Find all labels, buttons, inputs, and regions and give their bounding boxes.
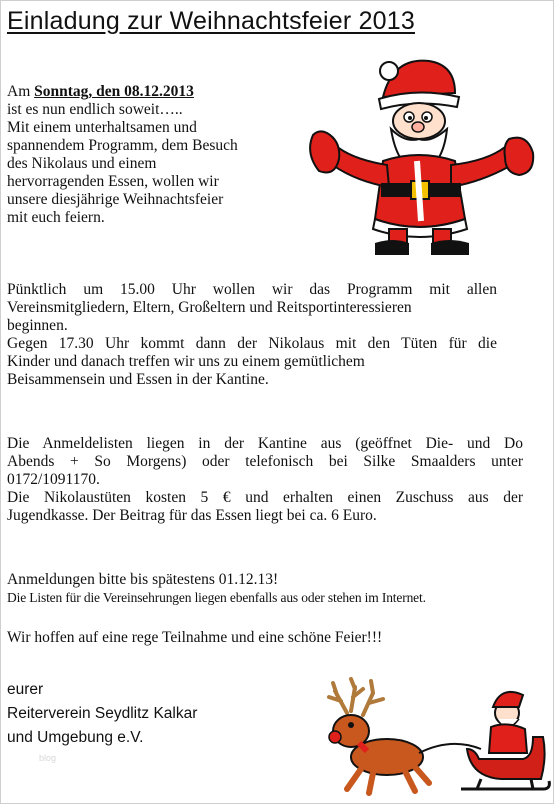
signature xyxy=(7,679,197,748)
lists-line: Die Anmeldelisten liegen in der Kantine aus (geöffnet Die- und Do xyxy=(7,435,523,452)
signature-line: und Umgebung e.V. xyxy=(7,729,144,746)
lists-line: 0172/1091170. xyxy=(7,471,100,488)
intro-line: unsere diesjährige Weihnachtsfeier xyxy=(7,191,224,208)
santa-illustration xyxy=(305,49,541,261)
intro-line: ist es nun endlich soweit….. xyxy=(7,101,183,118)
intro-line: mit euch feiern. xyxy=(7,209,105,226)
program-line: Kinder und danach treffen wir uns zu einem gemütlichem xyxy=(7,353,365,370)
page-title: Einladung zur Weihnachtsfeier 2013 xyxy=(7,7,415,35)
program-line: Pünktlich um 15.00 Uhr wollen wir das Programm mit allen xyxy=(7,281,497,298)
reindeer-sleigh-illustration xyxy=(311,677,551,799)
intro-paragraph xyxy=(7,83,238,227)
program-line: Vereinsmitgliedern, Eltern, Großeltern und Reitsportinteressieren xyxy=(7,299,412,316)
lists-line: Jugendkasse. Der Beitrag für das Essen liegt bei ca. 6 Euro. xyxy=(7,507,377,524)
registration-deadline: Anmeldungen bitte bis spätestens 01.12.13! xyxy=(7,571,279,588)
event-date: Sonntag, den 08.12.2013 xyxy=(34,83,194,100)
program-line: Beisammensein und Essen in der Kantine. xyxy=(7,371,269,388)
program-line: Gegen 17.30 Uhr kommt dann der Nikolaus mit den Tüten für die xyxy=(7,335,497,352)
program-paragraph xyxy=(7,281,497,389)
signature-line: eurer xyxy=(7,681,44,698)
registration-block xyxy=(7,571,426,607)
lists-line: Die Nikolaustüten kosten 5 € und erhalten einen Zuschuss aus der xyxy=(7,489,523,506)
intro-date-line: Am Sonntag, den 08.12.2013 xyxy=(7,83,194,100)
closing-line: Wir hoffen auf eine rege Teilnahme und eine schöne Feier!!! xyxy=(7,629,383,646)
intro-line: spannendem Programm, dem Besuch xyxy=(7,137,238,154)
watermark: blog xyxy=(39,753,57,763)
intro-line: hervorragenden Essen, wollen wir xyxy=(7,173,219,190)
intro-line: Mit einem unterhaltsamen und xyxy=(7,119,197,136)
program-line: beginnen. xyxy=(7,317,68,334)
lists-paragraph xyxy=(7,435,523,525)
signature-line: Reiterverein Seydlitz Kalkar xyxy=(7,705,198,722)
intro-line: des Nikolaus und einem xyxy=(7,155,157,172)
registration-note: Die Listen für die Vereinsehrungen liegen ebenfalls aus oder stehen im Internet. xyxy=(7,590,426,605)
lists-line: Abends + So Morgens) oder telefonisch bei Silke Smaalders unter xyxy=(7,453,523,470)
